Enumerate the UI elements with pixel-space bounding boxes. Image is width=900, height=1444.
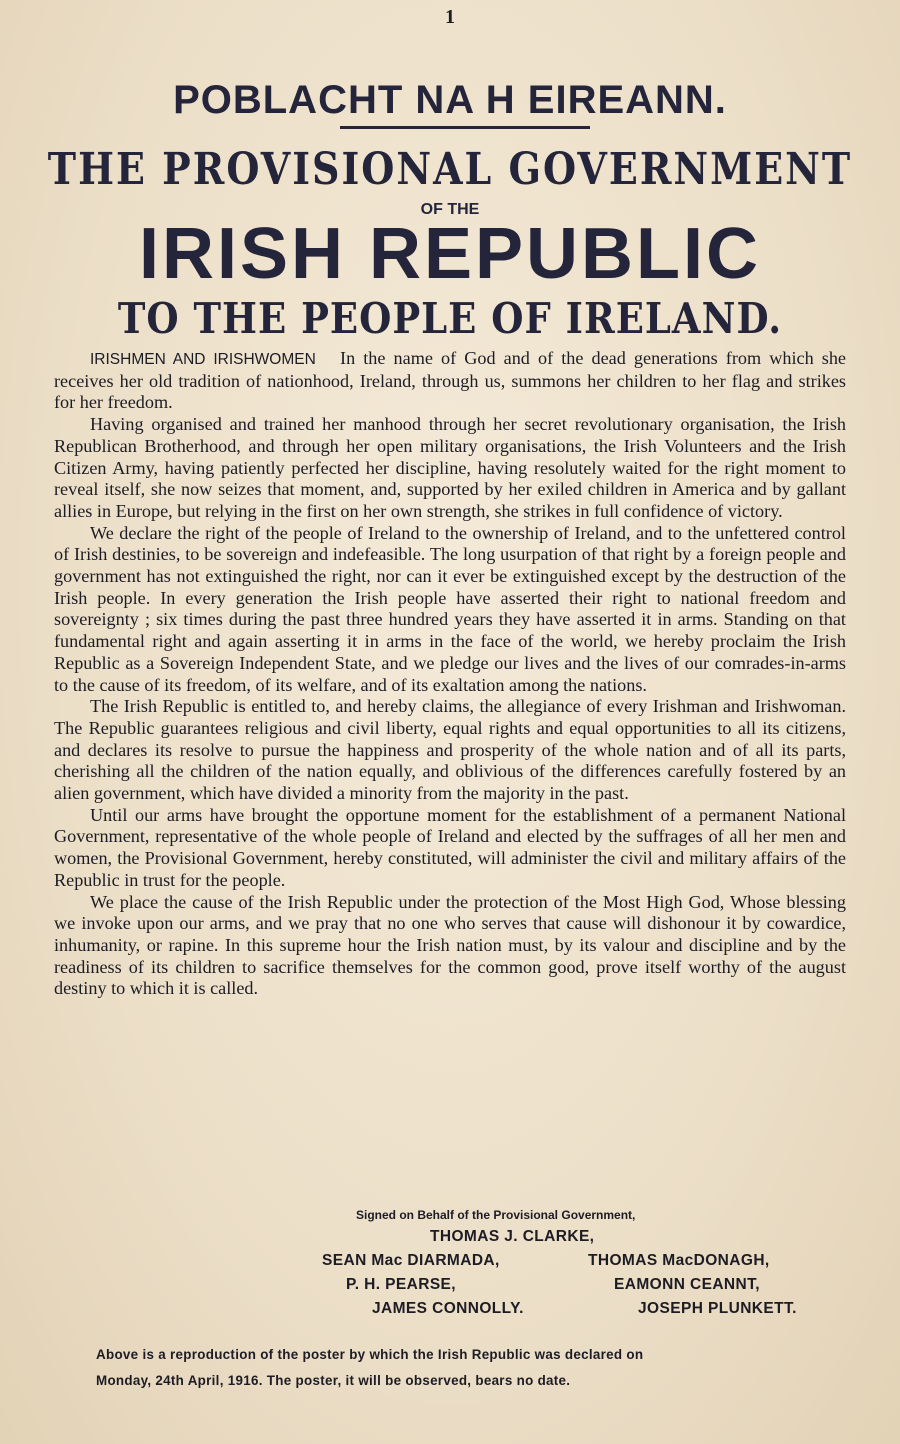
signature-names	[300, 1222, 860, 1317]
paragraph-5: Until our arms have brought the opportune moment for the establishment of a permanent National Government, representative of the whole people of Ireland and elected by the suffrages of all her men and women, the Provisional Government, hereby constituted, will administer the civil and military affairs of the Republic in trust for the people.	[54, 804, 846, 890]
signatory-connolly: JAMES CONNOLLY.	[372, 1300, 524, 1317]
paragraph-1-text: In the name of God and of the dead generations from which she receives her old tradition of nationhood, Ireland, through us, summons her children to her flag and strikes for her freedom.	[54, 348, 847, 413]
title-provisional-government: THE PROVISIONAL GOVERNMENT	[47, 142, 853, 195]
signatory-macdonagh: THOMAS MacDONAGH,	[588, 1252, 770, 1269]
page-number: 1	[445, 6, 455, 28]
paragraph-6: We place the cause of the Irish Republic under the protection of the Most High God, Whose blessing we invoke upon our arms, and we pray that no one who serves that cause will dishonour it by cowardice, inhumanity, or rapine. In this supreme hour the Irish nation must, by its valour and discipline and by the readiness of its children to sacrifice themselves for the common good, prove itself worthy of the august destiny to which it is called.	[54, 891, 846, 999]
signatory-plunkett: JOSEPH PLUNKETT.	[638, 1300, 797, 1317]
title-to-the-people: TO THE PEOPLE OF IRELAND.	[117, 292, 783, 344]
signatory-clarke: THOMAS J. CLARKE,	[430, 1228, 595, 1245]
title-underline	[340, 126, 590, 129]
proclamation-body	[54, 348, 846, 1000]
footer-note	[96, 1342, 816, 1394]
signature-block	[300, 1208, 860, 1317]
signature-heading: Signed on Behalf of the Provisional Government,	[356, 1208, 636, 1222]
paragraph-4: The Irish Republic is entitled to, and hereby claims, the allegiance of every Irishman and Irishwoman. The Republic guarantees religious and civil liberty, equal rights and equal opportunities to all its citizens, and declares its resolve to pursue the happiness and prosperity of the whole nation and of all its parts, cherishing all the children of the nation equally, and oblivious of the differences carefully fostered by an alien government, which have divided a minority from the majority in the past.	[54, 696, 846, 804]
paragraph-1	[54, 348, 846, 414]
paragraph-3: We declare the right of the people of Ireland to the ownership of Ireland, and to the unfettered control of Irish destinies, to be sovereign and indefeasible. The long usurpation of that right by a foreign people and government has not extinguished the right, nor can it ever be extinguished except by the destruction of the Irish people. In every generation the Irish people have asserted their right to national freedom and sovereignty ; six times during the past three hundred years they have asserted it in arms. Standing on that fundamental right and again asserting it in arms in the face of the world, we hereby proclaim the Irish Republic as a Sovereign Independent State, and we pledge our lives and the lives of our comrades-in-arms to the cause of its freedom, of its welfare, and of its exaltation among the nations.	[54, 522, 846, 695]
paragraph-2: Having organised and trained her manhood through her secret revolutionary organisation, the Irish Republican Brotherhood, and through her open military organisations, the Irish Volunteers and the Irish Citizen Army, having patiently perfected her discipline, having resolutely waited for the right moment to reveal itself, she now seizes that moment, and, supported by her exiled children in America and by gallant allies in Europe, but relying in the first on her own strength, she strikes in full confidence of victory.	[54, 414, 846, 521]
signatory-mac-diarmada: SEAN Mac DIARMADA,	[322, 1252, 500, 1269]
title-irish-republic: IRISH REPUBLIC	[138, 214, 762, 294]
signatory-ceannt: EAMONN CEANNT,	[614, 1276, 760, 1293]
footer-line-1: Above is a reproduction of the poster by which the Irish Republic was declared on	[96, 1347, 644, 1362]
signatory-pearse: P. H. PEARSE,	[346, 1276, 457, 1293]
paragraph-1-lead: IRISHMEN AND IRISHWOMEN	[90, 351, 316, 368]
footer-line-2: Monday, 24th April, 1916. The poster, it will be observed, bears no date.	[96, 1373, 571, 1388]
title-poblacht: POBLACHT NA H EIREANN.	[173, 78, 727, 122]
title-of-the: OF THE	[420, 201, 480, 218]
